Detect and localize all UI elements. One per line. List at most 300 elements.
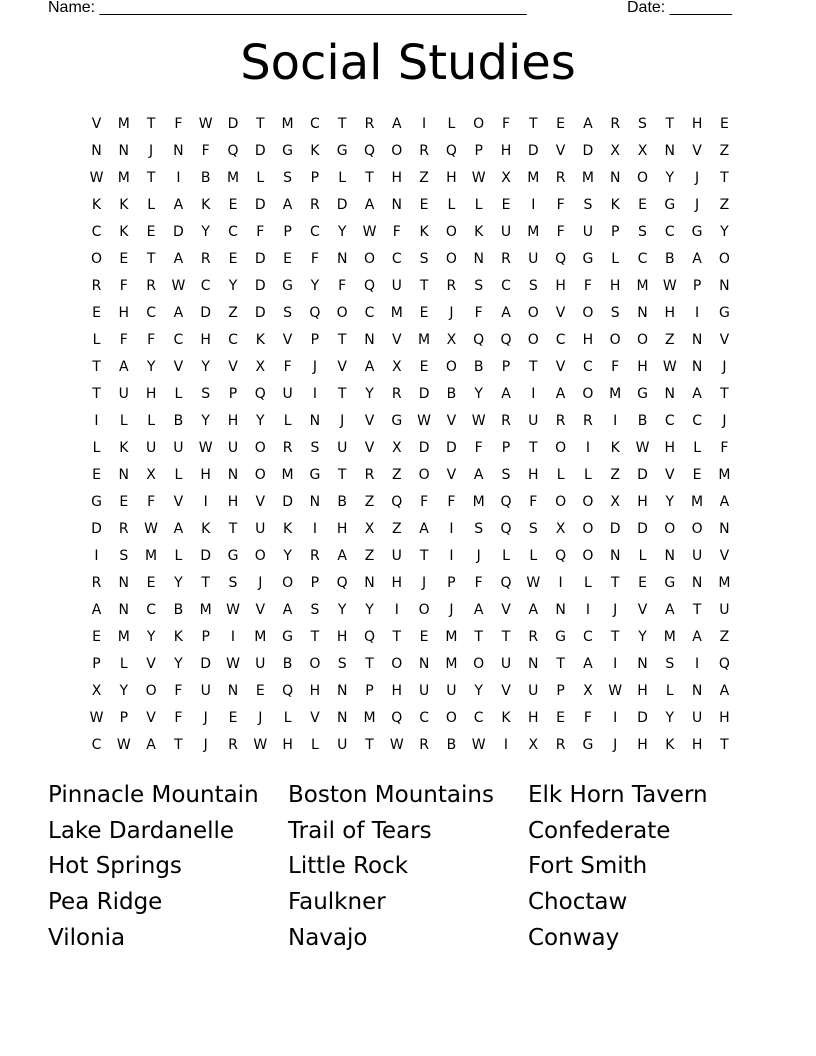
grid-letter: S <box>501 467 511 483</box>
grid-letter: V <box>719 332 730 348</box>
grid-letter: P <box>283 224 292 240</box>
grid-letter: J <box>449 602 454 618</box>
grid-letter: P <box>692 278 702 294</box>
grid-letter: H <box>500 143 512 159</box>
grid-letter: D <box>200 656 212 672</box>
grid-letter: Z <box>228 305 238 321</box>
grid-letter: J <box>722 359 727 375</box>
grid-letter: S <box>310 602 320 618</box>
grid-letter: M <box>445 656 458 672</box>
grid-letter: Q <box>363 278 376 294</box>
grid-letter: Y <box>174 575 183 591</box>
grid-letter: X <box>392 440 402 456</box>
grid-letter: U <box>418 683 430 699</box>
grid-letter: O <box>473 116 485 132</box>
grid-letter: T <box>419 548 429 564</box>
word-list-item: Conway <box>528 924 620 951</box>
grid-letter: G <box>664 197 676 213</box>
grid-letter: H <box>227 413 239 429</box>
grid-letter: N <box>609 170 621 186</box>
grid-letter: Q <box>555 251 567 267</box>
grid-letter: J <box>203 710 208 726</box>
grid-letter: M <box>226 170 240 186</box>
grid-letter: Y <box>201 413 210 429</box>
grid-letter: F <box>556 197 565 213</box>
grid-letter: T <box>692 602 702 618</box>
grid-letter: N <box>364 332 375 348</box>
grid-letter: A <box>337 548 347 564</box>
grid-letter: N <box>691 359 703 375</box>
grid-letter: L <box>92 440 101 456</box>
grid-letter: Y <box>337 602 347 618</box>
grid-letter: M <box>718 575 731 591</box>
grid-letter: B <box>200 170 211 186</box>
grid-letter: Q <box>391 710 403 726</box>
grid-letter: F <box>583 278 592 294</box>
grid-letter: W <box>198 440 213 456</box>
grid-letter: U <box>118 386 129 402</box>
grid-letter: P <box>610 224 620 240</box>
grid-letter: O <box>555 440 567 456</box>
grid-letter: W <box>471 170 486 186</box>
grid-letter: M <box>199 602 212 618</box>
grid-letter: U <box>282 386 293 402</box>
grid-letter: E <box>255 683 265 699</box>
grid-letter: C <box>637 251 648 267</box>
grid-letter: K <box>173 629 183 645</box>
grid-letter: C <box>173 332 184 348</box>
grid-letter: B <box>173 413 184 429</box>
grid-letter: T <box>529 359 538 375</box>
grid-letter: S <box>419 251 429 267</box>
grid-letter: I <box>531 386 536 402</box>
grid-letter: W <box>526 575 541 591</box>
grid-letter: R <box>146 278 156 294</box>
grid-letter: M <box>117 116 130 132</box>
grid-letter: B <box>664 251 675 267</box>
grid-letter: D <box>200 548 212 564</box>
word-list-item: Elk Horn Tavern <box>528 782 708 808</box>
grid-letter: C <box>228 332 238 348</box>
grid-letter: W <box>635 440 650 456</box>
grid-letter: N <box>227 683 239 699</box>
word-list-item: Faulkner <box>288 889 386 916</box>
grid-letter: H <box>309 683 321 699</box>
grid-letter: X <box>446 332 457 348</box>
grid-letter: H <box>336 629 348 645</box>
grid-letter: U <box>528 251 539 267</box>
grid-letter: P <box>92 656 101 672</box>
grid-letter: Y <box>337 224 347 240</box>
grid-letter: X <box>146 467 156 483</box>
grid-letter: P <box>501 359 511 375</box>
grid-letter: Z <box>364 548 375 564</box>
grid-letter: O <box>282 575 294 591</box>
grid-letter: I <box>585 440 590 456</box>
word-list-item: Vilonia <box>48 924 126 951</box>
grid-letter: T <box>365 656 374 672</box>
grid-letter: Y <box>146 359 156 375</box>
grid-letter: R <box>364 116 375 132</box>
grid-letter: L <box>147 197 155 213</box>
grid-letter: T <box>392 629 402 645</box>
grid-letter: D <box>91 521 102 537</box>
grid-letter: S <box>119 548 129 564</box>
grid-letter: T <box>228 521 238 537</box>
grid-letter: P <box>310 170 320 186</box>
grid-letter: N <box>418 656 430 672</box>
grid-letter: H <box>664 305 676 321</box>
grid-letter: S <box>283 170 293 186</box>
grid-letter: A <box>501 305 511 321</box>
grid-letter: Y <box>365 386 374 402</box>
grid-letter: V <box>446 467 457 483</box>
grid-letter: E <box>119 494 129 510</box>
grid-letter: V <box>692 143 702 159</box>
grid-letter: N <box>609 548 621 564</box>
grid-letter: L <box>256 170 265 186</box>
grid-letter: N <box>118 467 130 483</box>
grid-letter: A <box>583 116 593 132</box>
grid-letter: G <box>91 494 102 510</box>
grid-letter: Y <box>201 359 210 375</box>
grid-letter: K <box>610 197 620 213</box>
grid-letter: A <box>119 359 129 375</box>
grid-letter: K <box>91 197 102 213</box>
grid-letter: I <box>312 521 317 537</box>
grid-letter: M <box>390 305 403 321</box>
grid-letter: Y <box>256 413 265 429</box>
grid-letter: I <box>695 656 700 672</box>
grid-letter: D <box>254 305 266 321</box>
grid-letter: F <box>174 683 183 699</box>
grid-letter: V <box>173 359 184 375</box>
grid-letter: N <box>227 467 239 483</box>
grid-letter: A <box>146 737 156 753</box>
grid-letter: J <box>422 575 427 591</box>
grid-letter: W <box>198 116 213 132</box>
grid-letter: V <box>91 116 102 132</box>
grid-letter: O <box>527 305 539 321</box>
grid-letter: F <box>338 278 347 294</box>
grid-letter: D <box>418 440 430 456</box>
grid-letter: U <box>200 683 211 699</box>
grid-letter: R <box>91 278 102 294</box>
grid-letter: F <box>420 494 429 510</box>
grid-letter: Y <box>665 170 675 186</box>
grid-letter: O <box>582 494 594 510</box>
word-list-item: Choctaw <box>528 889 628 916</box>
grid-letter: A <box>282 197 293 213</box>
grid-letter: L <box>693 440 701 456</box>
grid-letter: U <box>691 548 703 564</box>
grid-letter: T <box>92 386 101 402</box>
grid-letter: L <box>447 116 456 132</box>
grid-letter: R <box>419 143 429 159</box>
grid-letter: Y <box>720 224 729 240</box>
grid-letter: O <box>145 683 157 699</box>
grid-letter: N <box>664 548 676 564</box>
grid-letter: G <box>391 413 403 429</box>
grid-letter: T <box>256 116 265 132</box>
grid-letter: E <box>119 251 129 267</box>
grid-letter: C <box>200 278 211 294</box>
grid-letter: P <box>228 386 238 402</box>
grid-letter: U <box>528 683 539 699</box>
grid-letter: L <box>338 170 347 186</box>
grid-letter: T <box>365 737 374 753</box>
grid-letter: U <box>337 737 348 753</box>
grid-letter: E <box>692 467 702 483</box>
grid-letter: N <box>391 197 403 213</box>
grid-letter: H <box>391 683 403 699</box>
grid-letter: N <box>691 575 703 591</box>
grid-letter: A <box>473 602 484 618</box>
grid-letter: D <box>282 494 293 510</box>
grid-letter: W <box>89 170 104 186</box>
grid-letter: T <box>92 359 101 375</box>
grid-letter: V <box>555 305 566 321</box>
grid-letter: C <box>583 359 593 375</box>
grid-letter: I <box>312 386 317 402</box>
grid-letter: S <box>665 656 675 672</box>
grid-letter: D <box>637 467 648 483</box>
grid-letter: C <box>391 251 402 267</box>
grid-letter: O <box>90 251 103 267</box>
grid-letter: U <box>582 224 594 240</box>
grid-letter: F <box>119 332 128 348</box>
grid-letter: Z <box>419 170 429 186</box>
grid-letter: B <box>446 737 457 753</box>
grid-letter: V <box>555 143 566 159</box>
grid-letter: N <box>336 710 348 726</box>
grid-letter: V <box>637 602 648 618</box>
grid-letter: S <box>528 278 538 294</box>
grid-letter: D <box>446 440 457 456</box>
grid-letter: O <box>582 386 594 402</box>
grid-letter: O <box>254 440 266 456</box>
grid-letter: X <box>528 737 539 753</box>
grid-letter: N <box>118 602 130 618</box>
grid-letter: T <box>610 575 620 591</box>
grid-letter: L <box>447 197 456 213</box>
grid-letter: G <box>691 224 703 240</box>
grid-letter: N <box>555 602 566 618</box>
grid-letter: J <box>613 602 618 618</box>
grid-letter: H <box>145 386 157 402</box>
grid-letter: M <box>527 170 540 186</box>
grid-letter: J <box>203 737 208 753</box>
grid-letter: C <box>583 629 593 645</box>
grid-letter: L <box>147 413 155 429</box>
grid-letter: L <box>638 548 647 564</box>
grid-letter: V <box>228 359 238 375</box>
grid-letter: M <box>145 548 158 564</box>
grid-letter: Z <box>364 494 375 510</box>
grid-letter: W <box>89 710 104 726</box>
grid-letter: D <box>254 143 266 159</box>
grid-letter: R <box>419 737 429 753</box>
grid-letter: T <box>474 629 483 645</box>
grid-letter: K <box>119 197 129 213</box>
grid-letter: G <box>664 575 676 591</box>
grid-letter: E <box>419 305 429 321</box>
grid-letter: H <box>582 332 594 348</box>
grid-letter: Q <box>227 143 239 159</box>
grid-letter: H <box>118 305 130 321</box>
grid-letter: P <box>556 683 565 699</box>
grid-letter: M <box>445 629 458 645</box>
grid-letter: C <box>664 224 675 240</box>
grid-letter: W <box>389 737 404 753</box>
grid-letter: Z <box>392 521 402 537</box>
grid-letter: O <box>445 251 457 267</box>
grid-letter: E <box>556 710 566 726</box>
grid-letter: J <box>258 575 263 591</box>
grid-letter: E <box>501 197 511 213</box>
grid-letter: L <box>474 197 483 213</box>
grid-letter: E <box>92 305 101 321</box>
grid-letter: D <box>527 143 539 159</box>
grid-letter: A <box>719 494 730 510</box>
grid-letter: X <box>610 143 620 159</box>
grid-letter: K <box>665 737 675 753</box>
grid-letter: C <box>364 305 375 321</box>
grid-letter: O <box>691 521 703 537</box>
grid-letter: F <box>174 116 183 132</box>
grid-letter: E <box>556 116 566 132</box>
grid-letter: I <box>613 710 618 726</box>
grid-letter: J <box>613 737 618 753</box>
word-list-item: Fort Smith <box>528 853 648 880</box>
name-line: Name: ________________________________________________ <box>48 0 527 16</box>
grid-letter: U <box>719 602 730 618</box>
grid-letter: R <box>555 170 566 186</box>
grid-letter: Y <box>146 629 156 645</box>
grid-letter: I <box>230 629 236 645</box>
grid-letter: C <box>692 413 702 429</box>
grid-letter: J <box>258 710 263 726</box>
grid-letter: F <box>392 224 401 240</box>
grid-letter: W <box>471 737 486 753</box>
grid-letter: R <box>200 251 211 267</box>
grid-letter: M <box>363 710 376 726</box>
grid-letter: G <box>336 143 348 159</box>
grid-letter: L <box>310 737 319 753</box>
grid-letter: U <box>391 548 402 564</box>
grid-letter: N <box>336 251 348 267</box>
grid-letter: Y <box>174 656 183 672</box>
grid-letter: E <box>419 197 429 213</box>
grid-letter: G <box>282 278 294 294</box>
grid-letter: O <box>336 305 348 321</box>
grid-letter: Z <box>610 467 620 483</box>
grid-letter: D <box>254 197 266 213</box>
grid-letter: E <box>92 467 101 483</box>
grid-letter: G <box>309 467 321 483</box>
grid-letter: N <box>473 251 484 267</box>
grid-letter: U <box>500 224 512 240</box>
grid-letter: K <box>501 710 511 726</box>
grid-letter: M <box>281 467 294 483</box>
grid-letter: F <box>119 278 128 294</box>
grid-letter: N <box>528 656 539 672</box>
grid-letter: S <box>310 440 320 456</box>
word-list-item: Confederate <box>528 817 671 844</box>
grid-letter: M <box>472 494 485 510</box>
grid-letter: T <box>720 170 729 186</box>
grid-letter: W <box>226 656 240 672</box>
grid-letter: D <box>336 197 348 213</box>
grid-letter: S <box>283 305 293 321</box>
grid-letter: H <box>637 359 648 375</box>
grid-letter: G <box>282 143 294 159</box>
grid-letter: S <box>528 521 538 537</box>
grid-letter: A <box>583 656 593 672</box>
grid-letter: V <box>337 359 347 375</box>
grid-letter: H <box>446 170 457 186</box>
grid-letter: A <box>364 197 375 213</box>
word-list-item: Pinnacle Mountain <box>48 782 259 808</box>
grid-letter: L <box>611 251 620 267</box>
grid-letter: H <box>391 575 403 591</box>
grid-letter: V <box>255 602 266 618</box>
grid-letter: I <box>449 521 454 537</box>
grid-letter: P <box>447 575 456 591</box>
grid-letter: F <box>147 332 156 348</box>
grid-letter: S <box>638 224 647 240</box>
grid-letter: A <box>91 602 102 618</box>
grid-letter: K <box>201 197 211 213</box>
grid-letter: I <box>394 602 399 618</box>
grid-letter: A <box>692 629 702 645</box>
grid-letter: L <box>119 413 128 429</box>
grid-letter: R <box>118 521 129 537</box>
grid-letter: F <box>501 116 511 132</box>
grid-letter: O <box>418 467 430 483</box>
grid-letter: D <box>173 224 184 240</box>
grid-letter: F <box>529 494 538 510</box>
grid-letter: W <box>608 683 623 699</box>
grid-letter: L <box>283 413 292 429</box>
grid-letter: H <box>336 521 348 537</box>
grid-letter: V <box>173 494 184 510</box>
grid-letter: A <box>692 386 702 402</box>
grid-letter: P <box>474 143 483 159</box>
grid-letter: K <box>201 521 211 537</box>
grid-letter: R <box>364 467 375 483</box>
grid-letter: T <box>337 116 347 132</box>
grid-letter: B <box>446 386 457 402</box>
grid-letter: U <box>500 656 512 672</box>
grid-letter: C <box>664 413 675 429</box>
grid-letter: E <box>638 575 647 591</box>
grid-letter: V <box>501 602 511 618</box>
grid-letter: S <box>474 521 484 537</box>
grid-letter: N <box>173 143 184 159</box>
grid-letter: A <box>282 602 293 618</box>
grid-letter: M <box>117 170 130 186</box>
grid-letter: O <box>636 332 649 348</box>
grid-letter: Z <box>392 467 402 483</box>
grid-letter: L <box>92 332 101 348</box>
grid-letter: G <box>582 737 594 753</box>
grid-letter: M <box>418 332 431 348</box>
grid-letter: Q <box>718 656 730 672</box>
grid-letter: F <box>556 224 565 240</box>
grid-letter: M <box>691 494 704 510</box>
grid-letter: H <box>691 116 703 132</box>
